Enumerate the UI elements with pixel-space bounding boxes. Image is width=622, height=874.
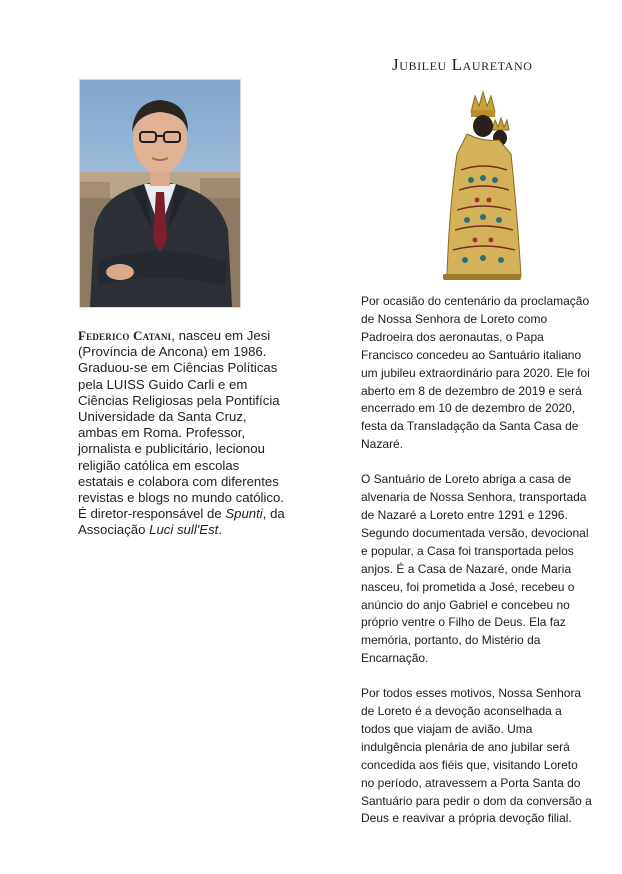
jubilee-article [361,293,593,845]
section-title: Jubileu Lauretano [392,55,533,74]
article-paragraph-2: O Santuário de Loreto abriga a casa de alvenaria de Nossa Senhora, transportada de Nazaré a Loreto entre 1291 e 1296. Segundo documentada versão, devocional e popular, a Casa foi transportada pelos anjos. É a Casa de Nazaré, onde Maria nasceu, foi prometida a José, recebeu o anúncio do anjo Gabriel e concebeu no próprio ventre o Filho de Deus. Ela faz memória, portanto, do Mistério da Encarnação. [361,472,589,666]
our-lady-of-loreto-statue-image [437,90,527,282]
association-name: Luci sull'Est [149,522,219,538]
author-name: Federico Catani [78,328,172,343]
bio-text: , nasceu em Jesi (Província de Ancona) em 1986. Graduou-se em Ciências Políticas pela LUISS Guido Carli e em Ciências Religiosas pela Pontifícia Universidade da Santa Cruz, ambas em Roma. Professor, jornalista e publicitário, lecionou religião católica em escolas estatais e colabora com diferentes revistas e blogs no mundo católico. É diretor-responsável de [78,328,284,522]
bio-paragraph [78,328,288,539]
publication-name: Spunti [225,506,263,522]
author-biography [78,328,288,539]
author-portrait-photo [79,79,241,308]
bio-text-middle: , da Associação [78,506,285,538]
article-paragraph-1: Por ocasião do centenário da proclamação de Nossa Senhora de Loreto como Padroeira dos aeronautas, o Papa Francisco concedeu ao Santuário italiano um jubileu extraordinário para 2020. Ele foi aberto em 8 de dezembro de 2019 e será encerrado em 10 de dezembro de 2020, festa da Translada̧ção da Santa Casa de Nazaré. [361,294,590,452]
bio-text-end: . [218,522,222,538]
article-paragraph-3: Por todos esses motivos, Nossa Senhora de Loreto é a devoção aconselhada a todos que viajam de avião. Uma indulgência plenária de ano jubilar será concedida aos fiéis que, visitando Loreto no período, atravessem a Porta Santa do Santuário para pedir o dom da conversão a Deus e reavivar a própria devoção filial. [361,686,592,826]
